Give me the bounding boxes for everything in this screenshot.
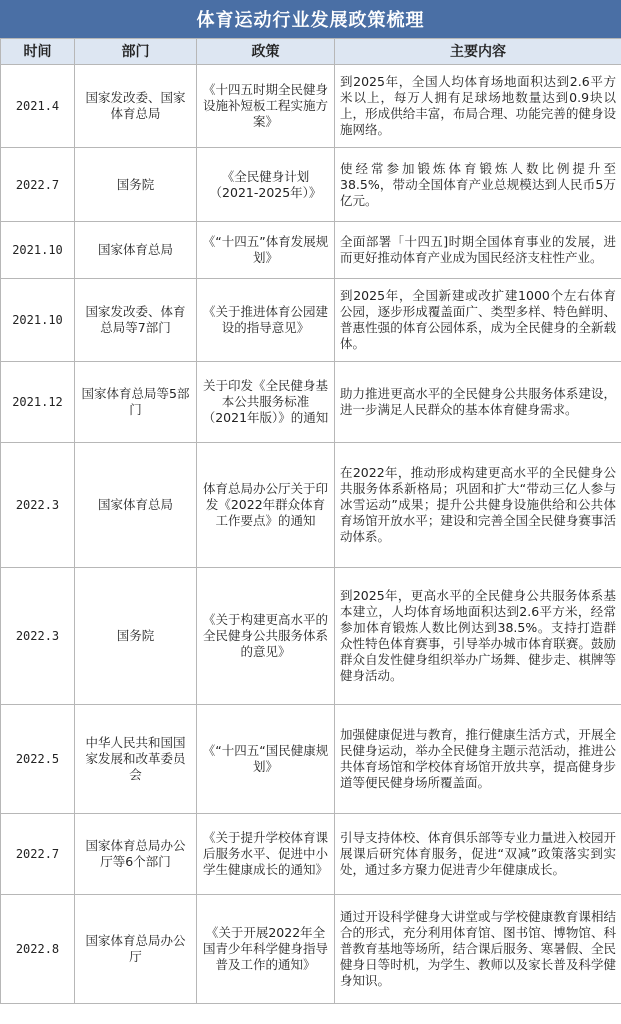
cell-dept: 国家发改委、体育总局等7部门 xyxy=(75,279,197,362)
cell-policy: 《关于构建更高水平的全民健身公共服务体系的意见》 xyxy=(197,568,335,705)
header-row xyxy=(1,39,621,65)
header-dept: 部门 xyxy=(75,39,197,65)
cell-policy: 《关于开展2022年全国青少年科学健身指导普及工作的通知》 xyxy=(197,895,335,1004)
cell-policy: 《“十四五”体育发展规划》 xyxy=(197,222,335,279)
cell-time: 2022.8 xyxy=(1,895,75,1004)
cell-policy: 关于印发《全民健身基本公共服务标准（2021年版）》的通知 xyxy=(197,362,335,443)
cell-content: 到2025年，全国新建或改扩建1000个左右体育公园，逐步形成覆盖面广、类型多样、特色鲜明、普惠性强的体育公园体系，成为全民健身的全新载体。 xyxy=(335,279,621,362)
header-time: 时间 xyxy=(1,39,75,65)
header-content: 主要内容 xyxy=(335,39,621,65)
cell-dept: 国家发改委、国家体育总局 xyxy=(75,65,197,148)
cell-policy: 《十四五时期全民健身设施补短板工程实施方案》 xyxy=(197,65,335,148)
cell-policy: 《关于提升学校体育课后服务水平、促进中小学生健康成长的通知》 xyxy=(197,814,335,895)
cell-dept: 国家体育总局等5部门 xyxy=(75,362,197,443)
table-row xyxy=(1,222,621,279)
table-row xyxy=(1,705,621,814)
cell-time: 2022.7 xyxy=(1,148,75,222)
cell-time: 2022.7 xyxy=(1,814,75,895)
cell-content: 使经常参加锻炼体育锻炼人数比例提升至38.5%，带动全国体育产业总规模达到人民币5万亿元。 xyxy=(335,148,621,222)
cell-policy: 体育总局办公厅关于印发《2022年群众体育工作要点》的通知 xyxy=(197,443,335,568)
cell-dept: 中华人民共和国国家发展和改革委员会 xyxy=(75,705,197,814)
cell-dept: 国家体育总局办公厅等6个部门 xyxy=(75,814,197,895)
table-row xyxy=(1,568,621,705)
cell-dept: 国家体育总局办公厅 xyxy=(75,895,197,1004)
cell-dept: 国务院 xyxy=(75,148,197,222)
table-row xyxy=(1,279,621,362)
cell-time: 2022.3 xyxy=(1,568,75,705)
cell-content: 引导支持体校、体育俱乐部等专业力量进入校园开展课后研究体育服务，促进“双减”政策落实到实处，通过多方聚力促进青少年健康成长。 xyxy=(335,814,621,895)
cell-policy: 《关于推进体育公园建设的指导意见》 xyxy=(197,279,335,362)
cell-policy: 《全民健身计划（2021-2025年）》 xyxy=(197,148,335,222)
table-row xyxy=(1,148,621,222)
table-row xyxy=(1,443,621,568)
table-row xyxy=(1,362,621,443)
cell-time: 2022.5 xyxy=(1,705,75,814)
cell-time: 2021.4 xyxy=(1,65,75,148)
cell-content: 助力推进更高水平的全民健身公共服务体系建设，进一步满足人民群众的基本体育健身需求。 xyxy=(335,362,621,443)
table-row xyxy=(1,65,621,148)
cell-content: 到2025年，更高水平的全民健身公共服务体系基本建立，人均体育场地面积达到2.6平方米，经常参加体育锻炼人数比例达到38.5%。支持打造群众性特色体育赛事，引导举办城市体育联赛。鼓励群众自发性健身组织举办广场舞、健步走、棋牌等健身活动。 xyxy=(335,568,621,705)
table-title: 体育运动行业发展政策梳理 xyxy=(0,0,621,38)
header-policy: 政策 xyxy=(197,39,335,65)
cell-dept: 国家体育总局 xyxy=(75,443,197,568)
cell-dept: 国务院 xyxy=(75,568,197,705)
cell-time: 2021.10 xyxy=(1,279,75,362)
cell-content: 通过开设科学健身大讲堂或与学校健康教育课相结合的形式，充分利用体育馆、图书馆、博物馆、科普教育基地等场所，结合课后服务、寒暑假、全民健身日等时机，为学生、教师以及家长普及科学健身知识。 xyxy=(335,895,621,1004)
cell-time: 2022.3 xyxy=(1,443,75,568)
cell-content: 到2025年，全国人均体育场地面积达到2.6平方米以上，每万人拥有足球场地数量达到0.9块以上，形成供给丰富，布局合理、功能完善的健身设施网络。 xyxy=(335,65,621,148)
cell-content: 在2022年，推动形成构建更高水平的全民健身公共服务体系新格局；巩固和扩大“带动三亿人参与冰雪运动”成果；提升公共健身设施供给和公共体育场馆开放水平；建设和完善全国全民健身赛事活动体系。 xyxy=(335,443,621,568)
cell-dept: 国家体育总局 xyxy=(75,222,197,279)
cell-policy: 《“十四五“国民健康规划》 xyxy=(197,705,335,814)
cell-time: 2021.12 xyxy=(1,362,75,443)
cell-content: 加强健康促进与教育，推行健康生活方式，开展全民健身运动，举办全民健身主题示范活动，推进公共体育场馆和学校体育场馆开放共享，提高健身步道等便民健身场所覆盖面。 xyxy=(335,705,621,814)
table-row xyxy=(1,895,621,1004)
cell-time: 2021.10 xyxy=(1,222,75,279)
cell-content: 全面部署「十四五]时期全国体育事业的发展，进而更好推动体育产业成为国民经济支柱性产业。 xyxy=(335,222,621,279)
table-row xyxy=(1,814,621,895)
policy-table xyxy=(0,38,621,1004)
